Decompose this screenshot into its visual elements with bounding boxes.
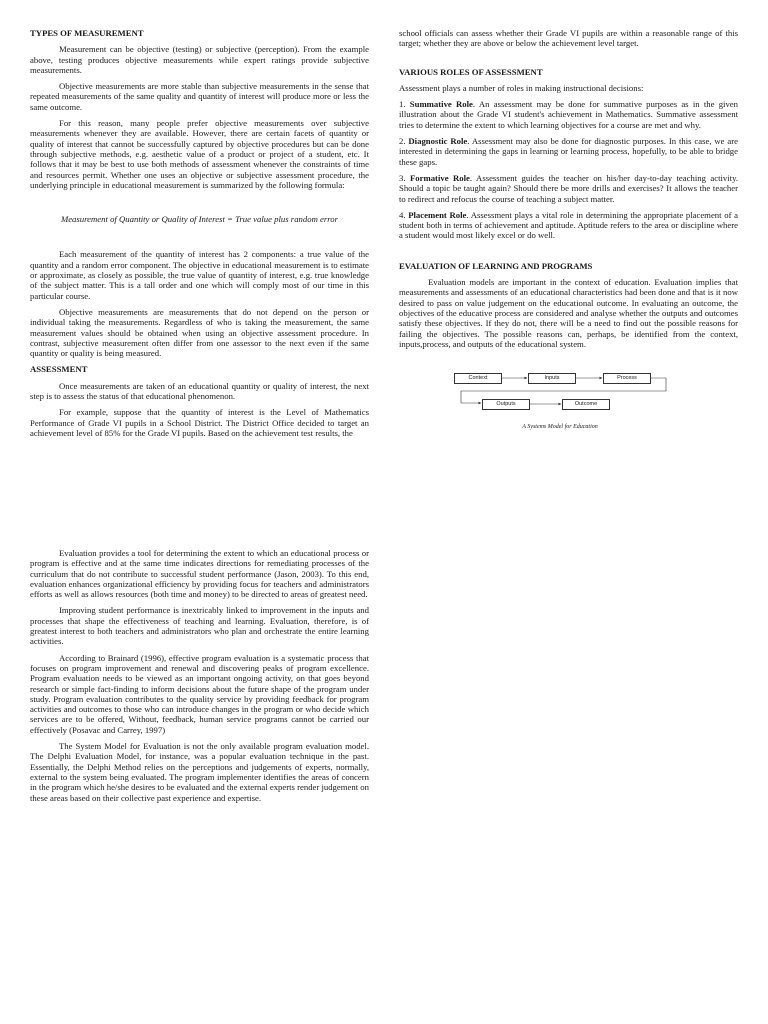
left-column-top [30,28,369,444]
box-outcome: Outcome [562,399,610,410]
role-text: . Assessment guides the teacher on his/her day-to-day teaching activity. Should a topic be taught again? Should there be more drills and exercises? It allows the teacher to redirect and refocus the course of teaching a subject matter. [399,172,739,204]
left-column-bottom [30,548,369,809]
spacer [399,55,738,67]
spacer [399,247,738,261]
heading-assessment: ASSESSMENT [30,364,88,375]
role-text: . Assessment may also be done for diagnostic purposes. In this case, we are interested in determining the gaps in learning or learning process, hopefully, to be able to bridge these gaps. [399,136,739,167]
box-inputs: Inputs [528,373,576,384]
paragraph: Evaluation provides a tool for determining the extent to which an educational process or program is effective and at the same time indicates directions for remediating processes of the curriculum that do not contribute to successful student performance (Jason, 2003). To this end, evaluation enhances organizational efficiency by providing focus for teachers and administrators efforts as well as allows resources (both time and money) to be directed to areas of greatest need. [30,548,369,600]
systems-model-diagram [399,367,738,437]
role-number: 4. [399,209,406,220]
paragraph: Improving student performance is inextricably linked to improvement in the inputs and processes that shape the effectiveness of teaching and learning. Evaluation, therefore, is of greatest interest to both teachers and administrators who plan and orchestrate the entire learning activities. [30,605,369,647]
paragraph: school officials can assess whether their Grade VI pupils are within a reasonable range of this target; whether they are above or below the achievement level target. [399,28,738,49]
paragraph: Measurement can be objective (testing) or subjective (perception). From the example above, testing produces objective measurements while expert ratings provide subjective measurements. [30,44,369,75]
role-number: 1. [399,99,406,110]
paragraph: For example, suppose that the quantity of interest is the Level of Mathematics Performance of Grade VI pupils in a School District. The District Office decided to target an achievement level of 85% for the Grade VI pupils. Based on the achievement test results, the [30,407,369,438]
role-text: . An assessment may be done for summative purposes as in the given illustration about the Grade VI student's achievement in Mathematics. Summative assessment tries to determine the extent to which learning objectives for a course are met and why. [399,99,739,130]
paragraph: Evaluation models are important in the context of education. Evaluation implies that measurements and assessments of an educational characteristics had been done and that is it now desired to pass on value judgement on the educational outcome. In evaluating an outcome, the objectives of the educative process are considered and analyse whether the outputs and outcomes satisfy these objectives. If they do not, there will be a need to find out the possible reasons for failing the objectives. The possible reasons can, perhaps, be identified from the context, inputs,process, and outputs of the educational system. [399,277,738,349]
role-name: Placement Role [408,209,467,220]
role-placement [399,210,738,241]
role-number: 2. [399,136,406,147]
formula: Measurement of Quantity or Quality of Interest = True value plus random error [60,214,339,225]
role-formative [399,173,738,204]
heading-types-of-measurement: TYPES OF MEASUREMENT [30,28,144,38]
role-diagnostic [399,136,738,167]
right-column [399,28,738,437]
role-name: Diagnostic Role [408,136,468,147]
role-text: . Assessment plays a vital role in determining the appropriate placement of a student both in terms of achievement and aptitude. Aptitude refers to the area or discipline where a student would most likely excel or do well. [399,209,738,241]
paragraph: Objective measurements are more stable than subjective measurements in the sense that repeated measurements of the same quality and quantity of interest will produce more or less the same outcome. [30,81,369,112]
role-number: 3. [399,172,406,183]
box-context: Context [454,373,502,384]
paragraph: For this reason, many people prefer objective measurements over subjective measurements whenever they are available. However, there are certain facets of quantity or quality of interest that cannot be successfully captured by objective procedures but can be done through subjective methods, e.g. aesthetic value of a product or project of a student, etc. It follows that it may be best to use both methods of assessment whenever the constraints of time and resources permit. Whether one uses an objective or subjective assessment procedure, the underlying principle in educational measurement is summarized by the following formula: [30,118,369,190]
role-name: Formative Role [409,172,470,183]
paragraph: According to Brainard (1996), effective program evaluation is a systematic process that focuses on program improvement and renewal and discovering peaks of program excellence. Program evaluation needs to be viewed as an important ongoing activity, on that goes beyond research or simple fact-finding to inform decisions about the future shape of the program under study. Program evaluation contributes to the quality service by providing feedback for program activities and outcomes to those who can introduce changes in the program or who decide which services are to be offered, Without, feedback, human service programs cannot be carried our effectively (Posavac and Carrey, 1997) [30,652,369,735]
heading-evaluation: EVALUATION OF LEARNING AND PROGRAMS [399,260,593,271]
box-process: Process [603,373,651,384]
paragraph: The System Model for Evaluation is not the only available program evaluation model. The Delphi Evaluation Model, for instance, was a popular evaluation technique in the past. Essentially, the Delphi Method relies on the perceptions and judgements of experts, normally, external to the system being evaluated. The program implementer identifies the areas of concern in the program which he/she desires to be evaluated and the external experts render judgement on these areas based on their collective past experience and expertise. [30,741,369,803]
paragraph: Each measurement of the quantity of interest has 2 components: a true value of the quantity and a random error component. The objective in educational measurement is to estimate or approximate, as closely as possible, the true value of quantity of interest, e.g. true knowledge of the subject matter. This is a tall order and one which will comply most of our time in this particular course. [30,249,369,301]
role-name: Summative Role [409,99,473,110]
box-outputs: Outputs [482,399,530,410]
paragraph: Objective measurements are measurements that do not depend on the person or individual taking the measurements. Regardless of who is taking the measurement, the same measurement values should be obtained when using an objective assessment procedure. In contrast, subjective measurement often differ from one assessor to the next even if the same quantity or quality is being measured. [30,306,369,359]
role-summative [399,99,738,130]
paragraph-intro: Assessment plays a number of roles in making instructional decisions: [399,82,644,93]
diagram-caption: A Systems Model for Education [522,424,598,431]
paragraph: Once measurements are taken of an educational quantity or quality of interest, the next step is to assess the status of that educational phenomenon. [30,380,369,402]
heading-various-roles: VARIOUS ROLES OF ASSESSMENT [399,66,543,77]
